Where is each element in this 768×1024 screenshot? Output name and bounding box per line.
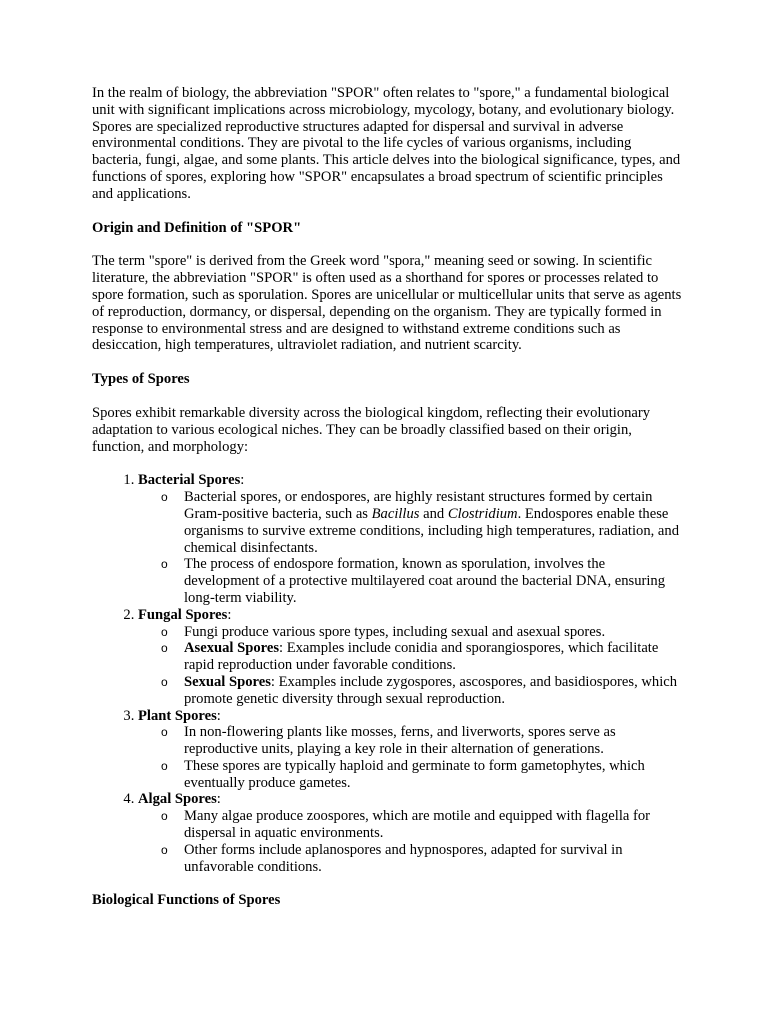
sub-list — [138, 624, 682, 708]
spore-types-list — [92, 472, 682, 875]
sub-list — [138, 489, 682, 607]
sub-list-item: o Other forms include aplanospores and hypnospores, adapted for survival in unfavorable conditions. — [184, 842, 682, 876]
list-item-algal-spores — [138, 791, 682, 875]
genus-name: Clostridium — [447, 505, 518, 522]
sub-list-item — [184, 674, 682, 708]
list-item-bacterial-spores — [138, 472, 682, 606]
document-page — [92, 85, 682, 926]
list-item-colon: : — [240, 472, 245, 489]
list-item-title: Plant Spores — [138, 707, 217, 724]
heading-origin-definition: Origin and Definition of "SPOR" — [92, 219, 302, 236]
sub-list-item: o These spores are typically haploid and germinate to form gametophytes, which eventually produce gametes. — [184, 758, 682, 792]
list-item-colon: : — [216, 707, 221, 724]
heading-types-of-spores: Types of Spores — [92, 371, 190, 388]
list-item-title: Fungal Spores — [138, 606, 228, 623]
heading-biological-functions: Biological Functions of Spores — [92, 892, 281, 909]
list-item-title: Algal Spores — [138, 791, 217, 808]
list-item-colon: : — [227, 606, 232, 623]
list-item-plant-spores — [138, 708, 682, 792]
text-run: Bacterial spores, or endospores, are highly resistant structures formed by certain Gram-positive bacteria, such as — [184, 489, 653, 522]
list-item-fungal-spores — [138, 607, 682, 708]
sub-list-item: o The process of endospore formation, known as sporulation, involves the development of a protective multilayered coat around the bacterial DNA, ensuring long-term viability. — [184, 556, 682, 606]
text-run: : Examples include conidia and sporangiospores, which facilitate rapid reproduction under favorable conditions. — [184, 640, 659, 674]
text-run: . Endospores enable these organisms to survive extreme conditions, including high temperatures, radiation, and chemical disinfectants. — [184, 505, 679, 556]
sub-list-item — [184, 489, 682, 556]
sub-list — [138, 808, 682, 875]
types-intro-paragraph: Spores exhibit remarkable diversity across the biological kingdom, reflecting their evolutionary adaptation to various ecological niches. They can be broadly classified based on their origin, function, and morphology: — [92, 404, 651, 455]
intro-paragraph: In the realm of biology, the abbreviation "SPOR" often relates to "spore," a fundamental biological unit with significant implications across microbiology, mycology, botany, and evolutionary biology. Spores are specialized reproductive structures adapted for dispersal and survival in adverse environmental conditions. They are pivotal to the life cycles of various organisms, including bacteria, fungi, algae, and some plants. This article delves into the biological significance, types, and functions of spores, exploring how "SPOR" encapsulates a broad spectrum of scientific principles and applications. — [92, 85, 681, 202]
text-run: and — [419, 505, 448, 522]
sub-list-item: o Many algae produce zoospores, which are motile and equipped with flagella for dispersal in aquatic environments. — [184, 808, 682, 842]
sub-list-item: o Fungi produce various spore types, including sexual and asexual spores. — [184, 624, 682, 641]
genus-name: Bacillus — [371, 505, 420, 522]
sub-list-item — [184, 640, 682, 674]
sub-list-item: o In non-flowering plants like mosses, ferns, and liverworts, spores serve as reproductive units, playing a key role in their alternation of generations. — [184, 724, 682, 758]
term-label: Asexual Spores — [184, 640, 280, 657]
term-label: Sexual Spores — [184, 673, 271, 690]
text-run: : Examples include zygospores, ascospores, and basidiospores, which promote genetic diversity through sexual reproduction. — [184, 673, 678, 707]
list-item-colon: : — [216, 791, 221, 808]
list-item-title: Bacterial Spores — [138, 472, 241, 489]
origin-definition-paragraph: The term "spore" is derived from the Greek word "spora," meaning seed or sowing. In scientific literature, the abbreviation "SPOR" is often used as a shorthand for spores or processes related to spore formation, such as sporulation. Spores are unicellular or multicellular units that serve as agents of reproduction, dormancy, or dispersal, depending on the organism. They are typically formed in response to environmental stress and are designed to withstand extreme conditions such as desiccation, high temperatures, ultraviolet radiation, and nutrient scarcity. — [92, 253, 682, 354]
sub-list — [138, 724, 682, 791]
